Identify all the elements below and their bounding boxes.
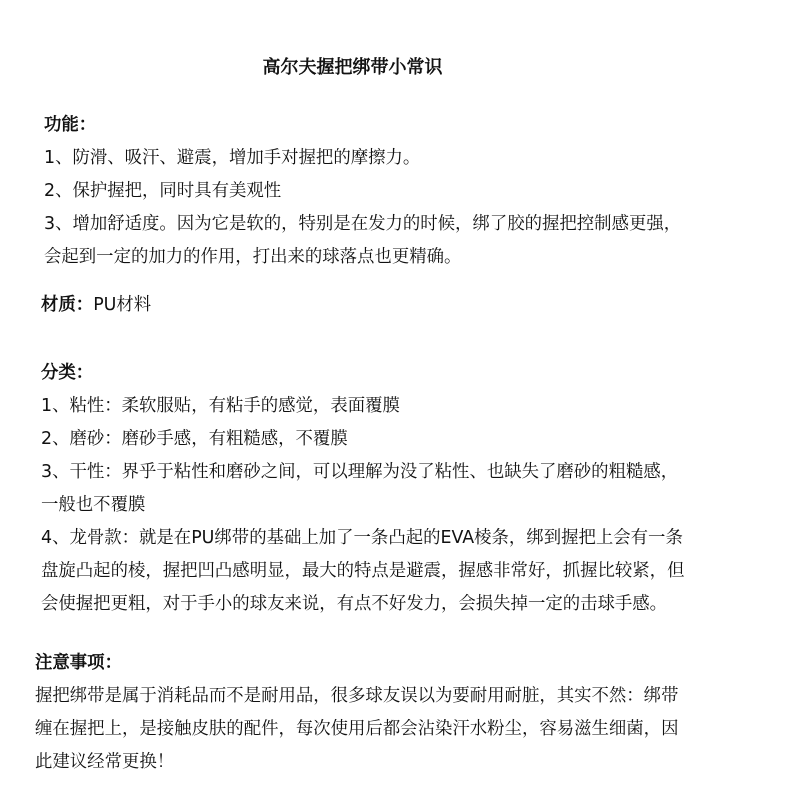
classification-heading: 分类： xyxy=(41,363,94,383)
classification-item: 4、龙骨款：就是在PU绑带的基础上加了一条凸起的EVA棱条，绑到握把上会有一条 xyxy=(41,528,683,548)
classification-item: 3、干性：界乎于粘性和磨砂之间，可以理解为没了粘性、也缺失了磨砂的粗糙感， xyxy=(41,462,679,482)
classification-item: 一般也不覆膜 xyxy=(41,495,146,515)
notes-item: 缠在握把上，是接触皮肤的配件，每次使用后都会沾染汗水粉尘，容易滋生细菌，因 xyxy=(35,719,679,739)
page-title: 高尔夫握把绑带小常识 xyxy=(262,57,443,78)
function-item: 3、增加舒适度。因为它是软的，特别是在发力的时候，绑了胶的握把控制感更强， xyxy=(44,214,682,234)
notes-heading: 注意事项： xyxy=(35,653,122,673)
classification-item: 会使握把更粗，对于手小的球友来说，有点不好发力，会损失掉一定的击球手感。 xyxy=(41,594,668,614)
classification-item: 1、粘性：柔软服贴，有粘手的感觉，表面覆膜 xyxy=(41,396,400,416)
material-value: PU材料 xyxy=(93,295,152,315)
function-item: 会起到一定的加力的作用，打出来的球落点也更精确。 xyxy=(44,247,462,267)
function-heading: 功能： xyxy=(44,115,97,135)
classification-item: 盘旋凸起的棱，握把凹凸感明显，最大的特点是避震，握感非常好，抓握比较紧，但 xyxy=(41,561,685,581)
notes-item: 握把绑带是属于消耗品而不是耐用品，很多球友误以为要耐用耐脏，其实不然：绑带 xyxy=(35,686,679,706)
material-label: 材质： xyxy=(41,295,94,315)
notes-item: 此建议经常更换！ xyxy=(35,752,175,772)
material-line xyxy=(41,292,151,318)
classification-item: 2、磨砂：磨砂手感，有粗糙感，不覆膜 xyxy=(41,429,348,449)
function-item: 1、防滑、吸汗、避震，增加手对握把的摩擦力。 xyxy=(44,148,421,168)
function-item: 2、保护握把，同时具有美观性 xyxy=(44,181,282,201)
